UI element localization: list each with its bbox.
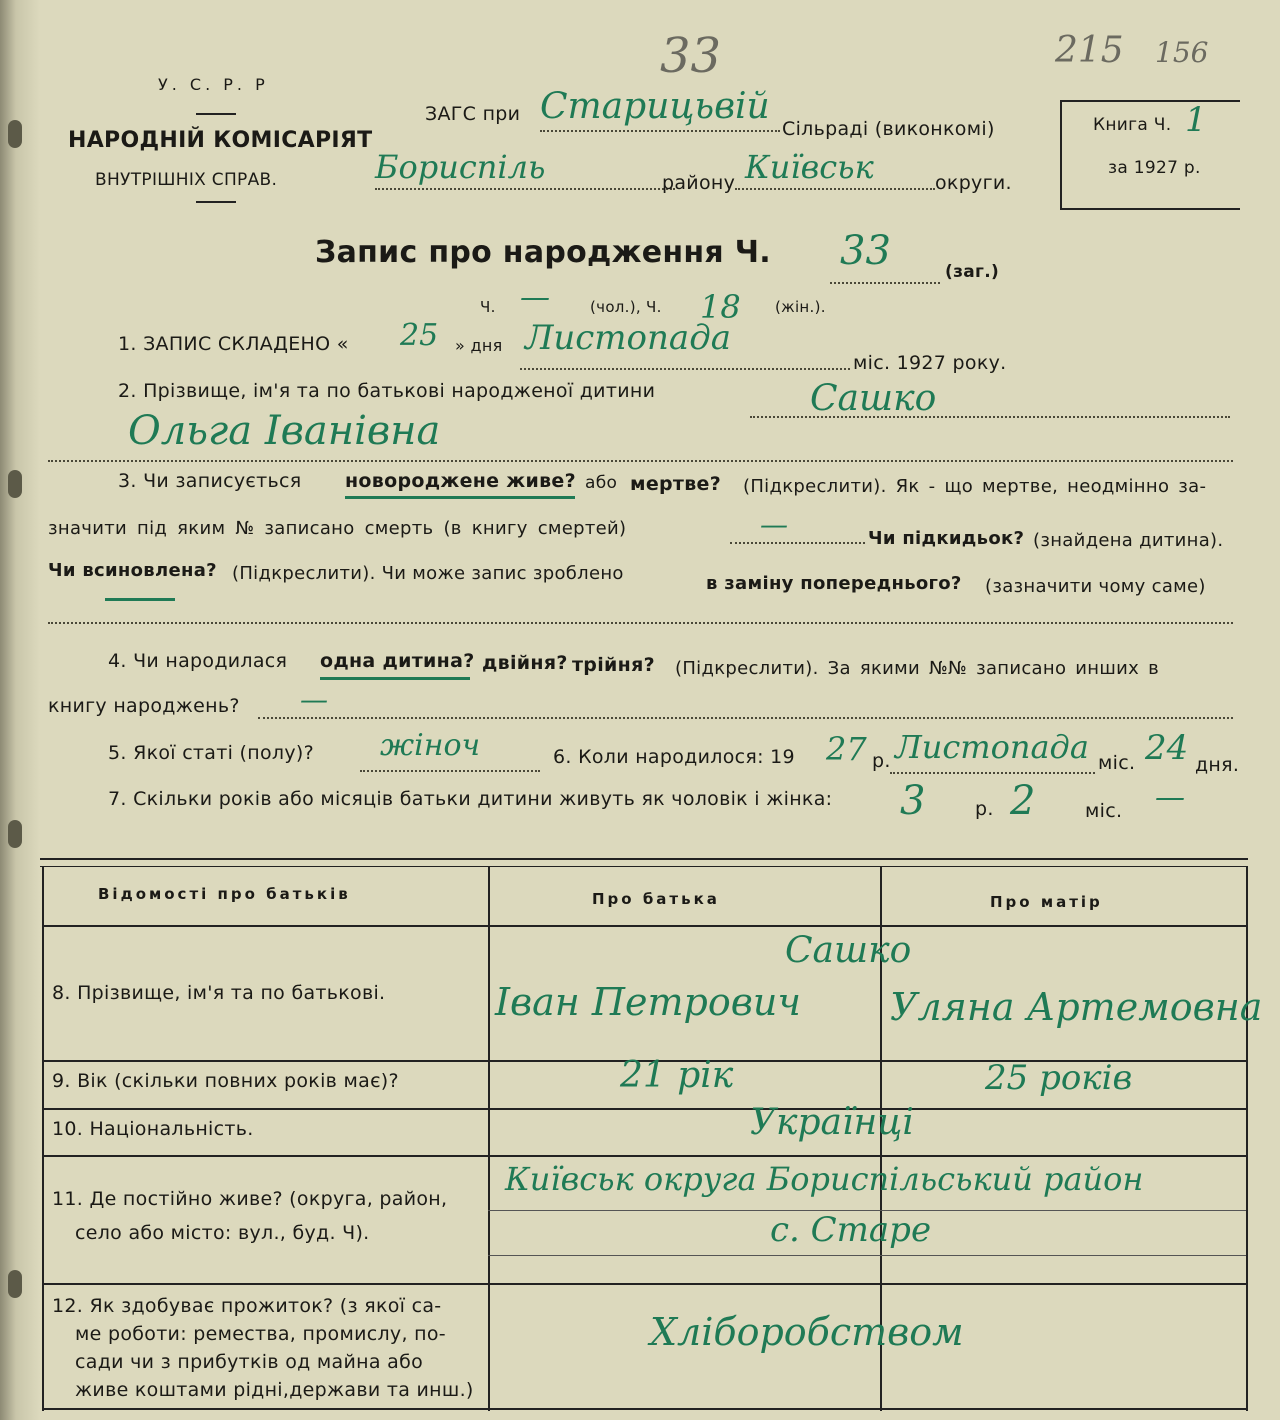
item5-label: 5. Якої статі (полу)? [108,742,314,764]
row8-label: 8. Прізвище, ім'я та по батькові. [52,982,386,1004]
child-surname: Сашко [810,378,937,419]
underline-mark [345,496,575,499]
item1-label: 1. ЗАПИС СКЛАДЕНО « [118,333,349,355]
item6-dnya: дня. [1195,754,1240,776]
item2-label: 2. Прізвище, ім'я та по батькові народженої дитини [118,380,656,402]
binding-hole [8,1270,22,1298]
fill-line [540,130,780,132]
underline-mark [105,598,175,601]
marriage-years: 3 [900,778,926,824]
parents-surname: Сашко [785,930,912,971]
underline-mark [320,677,470,680]
item7-extra: — [1155,780,1185,815]
item1-month: Листопада [525,318,732,358]
male-value: — [520,280,550,315]
option-replacement: в заміну попереднього? [706,573,962,594]
row12-label-4: живе коштами рідні,держави та инш.) [75,1379,474,1401]
okruha-label: округи. [935,172,1012,194]
option-dead: мертве? [630,473,722,495]
female-value: 18 [700,288,741,326]
republic-label: У. С. Р. Р [158,75,269,94]
mother-name: Уляна Артемовна [890,985,1263,1029]
table-bottom [42,1408,1246,1410]
fill-line [360,770,540,772]
child-name: Ольга Іванівна [128,408,441,454]
item6-r: р. [872,750,891,772]
option-alive: новороджене живе? [345,470,576,492]
item3-text: (Підкреслити). Як - що мертве, неодмінно за- [743,476,1207,497]
book-box-bottom [1060,208,1240,210]
item3-death-number: — [760,508,788,541]
row-divider [42,1283,1246,1285]
birth-year: 27 [826,730,867,768]
fill-line [890,772,1095,774]
item7-mis: міс. [1085,800,1123,822]
table-left [42,866,44,1411]
father-name: Іван Петрович [495,980,801,1024]
item1-day-label: » дня [455,336,503,355]
book-value: 1 [1185,100,1207,140]
fill-line [730,542,865,544]
zags-label: ЗАГС при [425,103,521,125]
fill-line [48,460,1233,462]
binding-hole [8,120,22,148]
item3-reason: (зазначити чому саме) [985,576,1206,597]
table-right [1246,866,1248,1411]
fill-line [375,188,675,190]
raion-label: району [662,172,736,194]
item6-mis: міс. [1098,752,1136,774]
row-divider [42,1155,1246,1157]
page-binding-shadow [0,0,40,1420]
raion-value: Бориспіль [375,148,546,186]
table-top [40,858,1248,860]
binding-hole [8,820,22,848]
row11-label-2: село або місто: вул., буд. Ч). [75,1222,370,1244]
nationality: Українці [750,1102,914,1143]
fill-line [735,188,935,190]
male-suffix: (чол.), Ч. [590,298,662,316]
archive-number: 33 [660,28,722,84]
row12-label-1: 12. Як здобуває прожиток? (з якої са- [52,1295,442,1317]
item4-other-numbers: — [300,683,328,716]
residence-village: с. Старе [770,1210,932,1250]
sex-value: жіноч [380,728,481,763]
ministry-subtitle: ВНУТРІШНІХ СПРАВ. [95,170,278,190]
col-header-mother: Про матір [990,893,1103,911]
archive-number-right: 215 [1055,30,1124,71]
birth-day: 24 [1145,728,1189,768]
item4-text: (Підкреслити). За якими №№ записано инших в [675,658,1159,679]
fill-line [750,416,1230,418]
book-box-left [1060,100,1062,210]
mother-age: 25 років [985,1058,1133,1098]
table-col-divider [488,866,490,1411]
row12-label-2: ме роботи: ремества, промислу, по- [75,1323,446,1345]
sildrada-label: Сільраді (виконкомі) [782,118,995,140]
option-single: одна дитина? [320,650,475,672]
father-age: 21 рік [620,1055,734,1096]
record-title: Запис про народження Ч. [315,235,771,270]
row-divider [42,925,1246,927]
item3-or: або [585,473,618,493]
female-suffix: (жін.). [775,298,826,316]
item4-label: 4. Чи народилася [108,650,288,672]
okruha-value: Київськ [745,148,874,186]
row9-label: 9. Вік (скільки повних років має)? [52,1070,399,1092]
table-top-inner [40,866,1248,867]
fill-line [830,282,940,284]
record-suffix: (заг.) [945,262,1000,282]
col-header-father: Про батька [592,890,720,908]
row-subdivider [488,1210,1246,1211]
marriage-months: 2 [1010,778,1036,824]
item4-line2: книгу народжень? [48,695,240,717]
occupation: Хліборобством [650,1310,964,1354]
item3-line2: значити під яким № записано смерть (в книгу смертей) [48,518,627,539]
col-header-parents: Відомості про батьків [98,885,351,903]
row-subdivider [488,1255,1246,1256]
row10-label: 10. Національність. [52,1118,254,1140]
divider [196,113,236,115]
option-adopted: Чи всиновлена? [48,560,217,581]
row12-label-3: сади чи з прибутків од майна або [75,1351,424,1373]
birth-month: Листопада [895,728,1089,766]
zags-village: Старицьвій [540,86,770,127]
ministry-title: НАРОДНІЙ КОМІСАРІЯТ [68,128,373,153]
fill-line [48,622,1233,624]
row11-label-1: 11. Де постійно живе? (округа, район, [52,1188,448,1210]
item3-line3: (Підкреслити). Чи може запис зроблено [232,563,624,584]
fill-line [520,368,850,370]
item3-label: 3. Чи записується [118,470,302,492]
binding-hole [8,470,22,498]
residence: Київськ округа Бориспільський район [505,1160,1144,1198]
item6-label: 6. Коли народилося: 19 [553,746,795,768]
book-box-top [1060,100,1240,102]
book-label: Книга Ч. [1093,115,1172,135]
option-triplets: трійня? [572,654,655,676]
book-year: за 1927 р. [1108,158,1201,178]
fill-line [258,717,1233,719]
male-label: Ч. [480,298,496,316]
divider [196,201,236,203]
archive-number-right-2: 156 [1155,36,1209,69]
row-divider [42,1108,1246,1110]
item1-year: міс. 1927 року. [853,352,1007,374]
item1-day: 25 [400,318,439,353]
item3-found: (знайдена дитина). [1033,530,1224,551]
item7-r: р. [975,798,994,820]
option-twins: двійня? [482,652,568,674]
item7-label: 7. Скільки років або місяців батьки дитини живуть як чоловік і жінка: [108,788,833,810]
option-foundling: Чи підкидьок? [868,528,1025,549]
record-number: 33 [840,228,891,274]
